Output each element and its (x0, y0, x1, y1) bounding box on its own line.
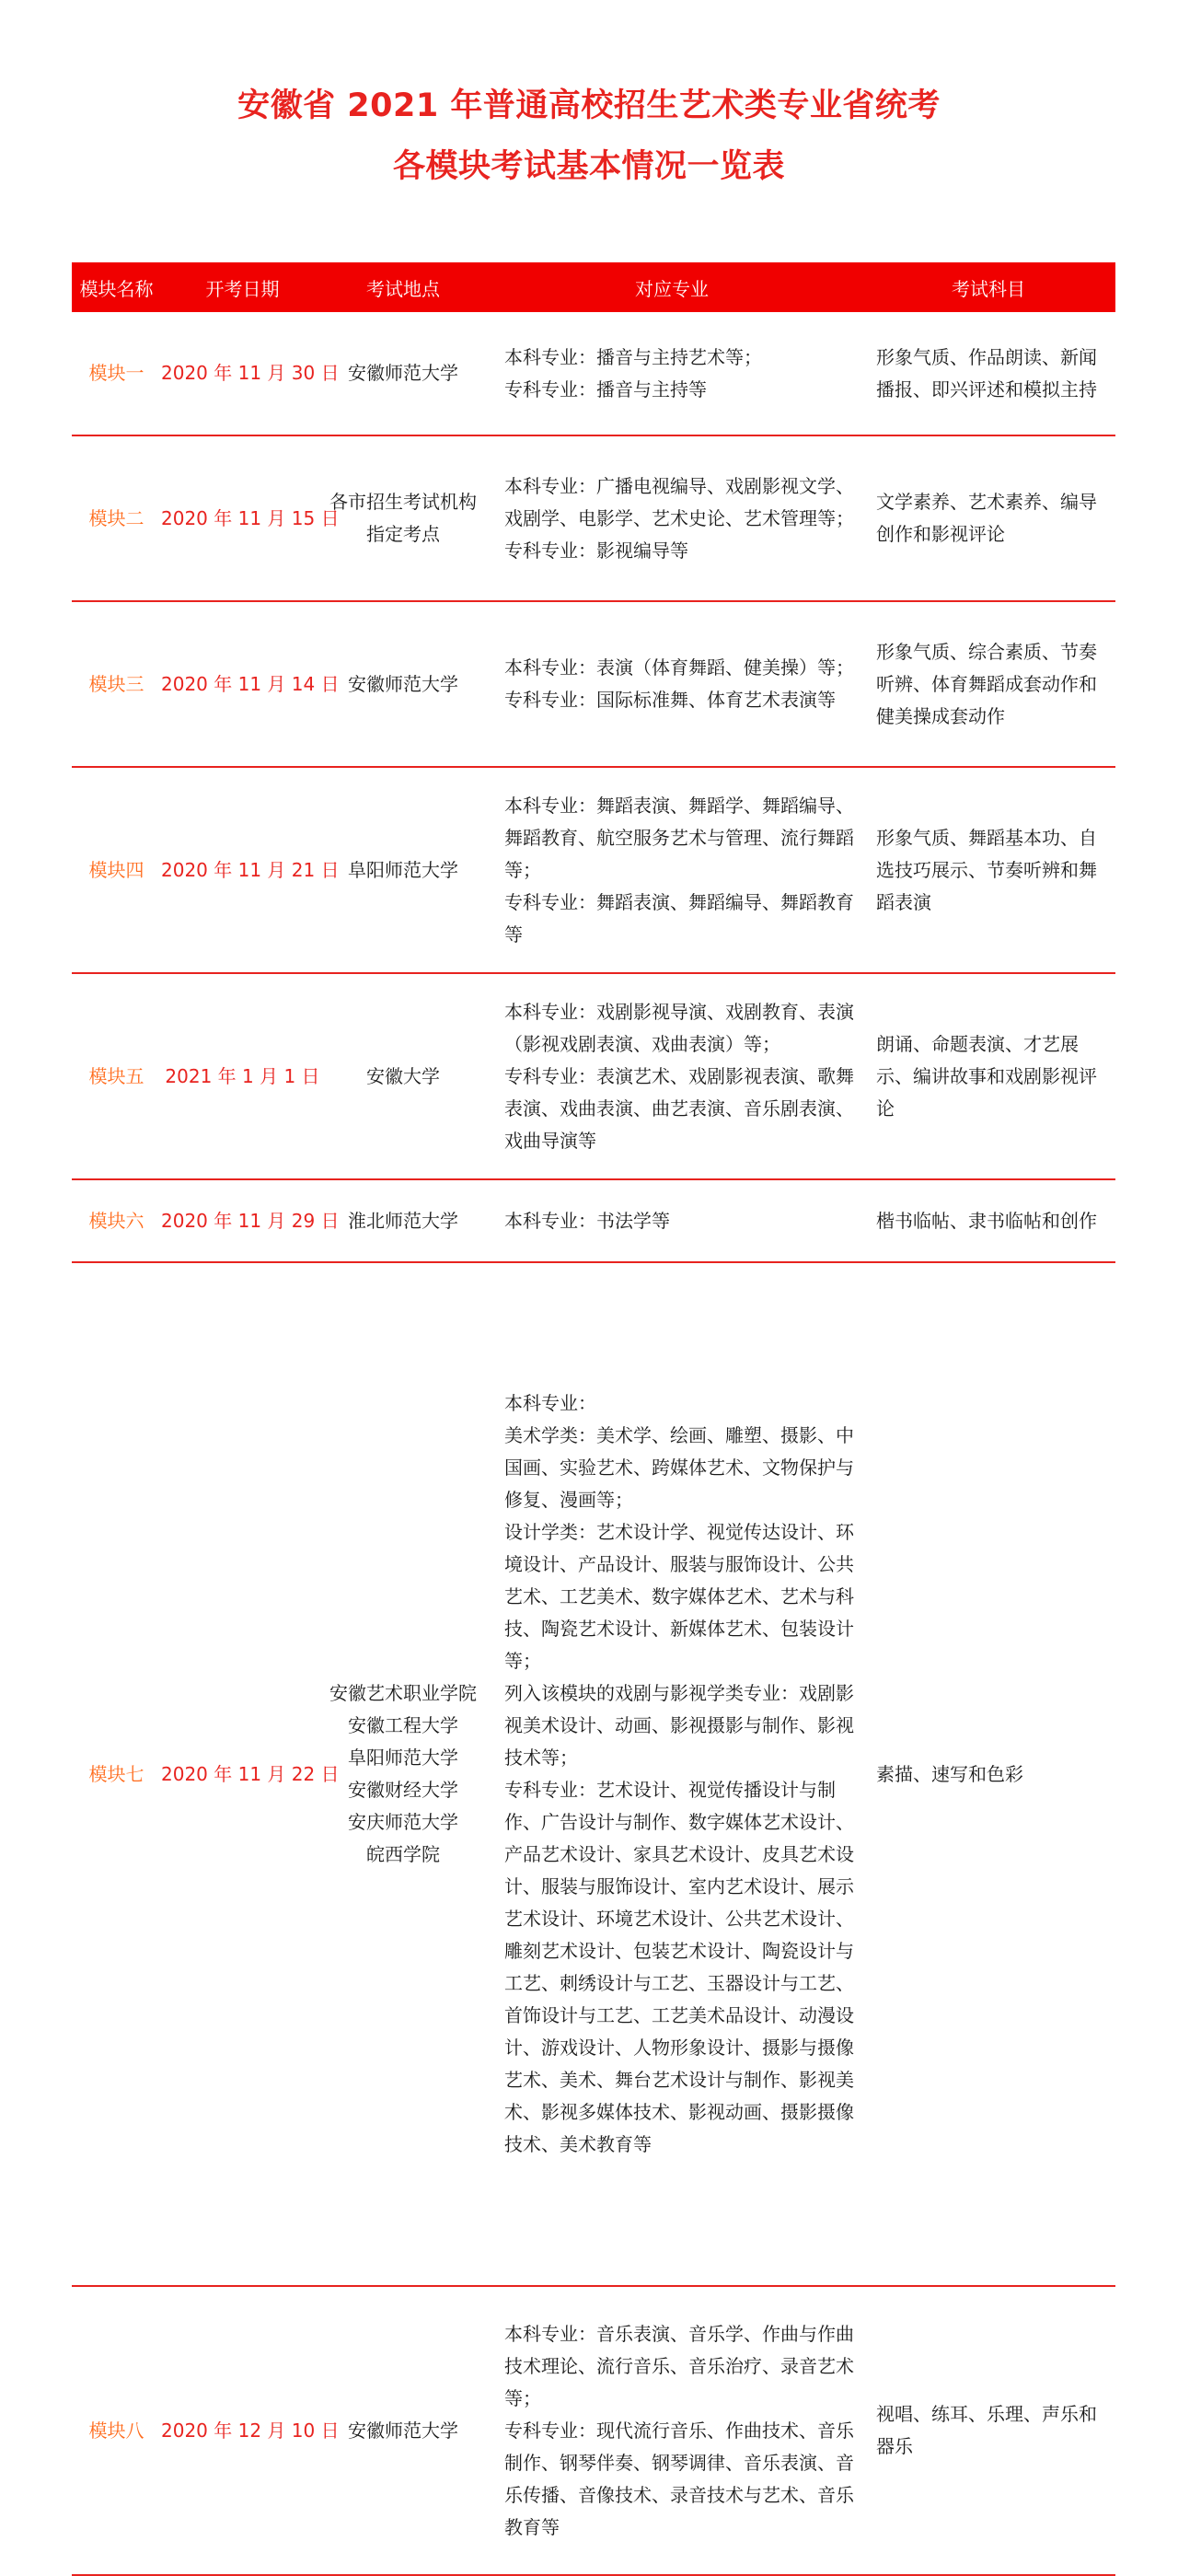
start-date-cell: 2020 年 11 月 15 日 (161, 435, 324, 601)
module-name-cell: 模块二 (72, 435, 161, 601)
table-row (72, 601, 1115, 767)
exam-location-line: 阜阳师范大学 (348, 858, 458, 881)
exam-location-line: 安徽财经大学 (348, 1779, 458, 1801)
exam-location-cell (324, 312, 482, 435)
exam-location-line: 安徽工程大学 (348, 1714, 458, 1736)
majors-cell (482, 973, 861, 1179)
module-name-cell: 模块七 (72, 1262, 161, 2286)
title-line-2: 各模块考试基本情况一览表 (392, 148, 785, 185)
majors-cell (482, 767, 861, 973)
module-name-cell: 模块六 (72, 1179, 161, 1262)
exam-location-cell (324, 2286, 482, 2575)
major-line: 本科专业：表演（体育舞蹈、健美操）等； (504, 656, 854, 679)
major-line: 本科专业：书法学等 (504, 1209, 670, 1232)
exam-location-line: 皖西学院 (366, 1843, 440, 1865)
title-line-1: 安徽省 2021 年普通高校招生艺术类专业省统考 (237, 87, 941, 124)
majors-cell (482, 1179, 861, 1262)
table-row (72, 312, 1115, 435)
exam-location-cell (324, 435, 482, 601)
subjects-cell: 形象气质、综合素质、节奏听辨、体育舞蹈成套动作和健美操成套动作 (861, 601, 1115, 767)
table-body (72, 312, 1115, 2575)
exam-location-line: 淮北师范大学 (348, 1209, 458, 1232)
exam-info-table (72, 262, 1115, 2576)
module-name-cell: 模块三 (72, 601, 161, 767)
major-line: 本科专业：戏剧影视导演、戏剧教育、表演（影视戏剧表演、戏曲表演）等； (504, 1000, 854, 1055)
major-line: 专科专业：播音与主持等 (504, 377, 707, 400)
exam-location-line: 安徽师范大学 (348, 2419, 458, 2442)
major-line: 专科专业：国际标准舞、体育艺术表演等 (504, 689, 836, 711)
subjects-cell: 朗诵、命题表演、才艺展示、编讲故事和戏剧影视评论 (861, 973, 1115, 1179)
exam-location-line: 安徽大学 (366, 1064, 440, 1087)
majors-cell (482, 2286, 861, 2575)
major-line: 设计学类：艺术设计学、视觉传达设计、环境设计、产品设计、服装与服饰设计、公共艺术、工艺美术、数字媒体艺术、艺术与科技、陶瓷艺术设计、新媒体艺术、包装设计等； (504, 1521, 854, 1672)
header-start-date: 开考日期 (161, 262, 324, 312)
start-date-cell: 2020 年 11 月 30 日 (161, 312, 324, 435)
exam-location-cell (324, 1179, 482, 1262)
exam-location-cell (324, 1262, 482, 2286)
start-date-cell: 2020 年 12 月 10 日 (161, 2286, 324, 2575)
start-date-cell: 2020 年 11 月 14 日 (161, 601, 324, 767)
majors-cell (482, 601, 861, 767)
table-row (72, 767, 1115, 973)
majors-cell (482, 435, 861, 601)
major-line: 列入该模块的戏剧与影视学类专业：戏剧影视美术设计、动画、影视摄影与制作、影视技术等； (504, 1682, 854, 1769)
subjects-cell: 形象气质、作品朗读、新闻播报、即兴评述和模拟主持 (861, 312, 1115, 435)
module-name-cell: 模块一 (72, 312, 161, 435)
table-row (72, 1262, 1115, 2286)
start-date-cell: 2020 年 11 月 22 日 (161, 1262, 324, 2286)
majors-cell (482, 1262, 861, 2286)
majors-cell (482, 312, 861, 435)
exam-location-line: 安徽艺术职业学院 (329, 1682, 477, 1704)
major-line: 专科专业：表演艺术、戏剧影视表演、歌舞表演、戏曲表演、曲艺表演、音乐剧表演、戏曲导演等 (504, 1064, 854, 1152)
subjects-cell: 文学素养、艺术素养、编导创作和影视评论 (861, 435, 1115, 601)
module-name-cell: 模块五 (72, 973, 161, 1179)
exam-location-line: 安庆师范大学 (348, 1811, 458, 1833)
module-name-cell: 模块四 (72, 767, 161, 973)
document-title (0, 75, 1178, 197)
subjects-cell: 视唱、练耳、乐理、声乐和器乐 (861, 2286, 1115, 2575)
header-exam-location: 考试地点 (324, 262, 482, 312)
subjects-cell: 素描、速写和色彩 (861, 1262, 1115, 2286)
table-row (72, 1179, 1115, 1262)
module-name-cell: 模块八 (72, 2286, 161, 2575)
exam-location-line: 安徽师范大学 (348, 362, 458, 384)
subjects-cell: 形象气质、舞蹈基本功、自选技巧展示、节奏听辨和舞蹈表演 (861, 767, 1115, 973)
exam-location-cell (324, 767, 482, 973)
exam-location-line: 阜阳师范大学 (348, 1746, 458, 1769)
major-line: 本科专业： (504, 1392, 596, 1414)
major-line: 本科专业：播音与主持艺术等； (504, 345, 762, 368)
header-module-name: 模块名称 (72, 262, 161, 312)
major-line: 专科专业：艺术设计、视觉传播设计与制作、广告设计与制作、数字媒体艺术设计、产品艺术设计、家具艺术设计、皮具艺术设计、服装与服饰设计、室内艺术设计、展示艺术设计、环境艺术设计、公共艺术设计、雕刻艺术设计、包装艺术设计、陶瓷设计与工艺、刺绣设计与工艺、玉器设计与工艺、首饰设计与工艺、工艺美术品设计、动漫设计、游戏设计、人物形象设计、摄影与摄像艺术、美术、舞台艺术设计与制作、影视美术、影视多媒体技术、影视动画、摄影摄像技术、美术教育等 (504, 1779, 854, 2155)
major-line: 美术学类：美术学、绘画、雕塑、摄影、中国画、实验艺术、跨媒体艺术、文物保护与修复、漫画等； (504, 1424, 854, 1511)
header-majors: 对应专业 (482, 262, 861, 312)
major-line: 专科专业：现代流行音乐、作曲技术、音乐制作、钢琴伴奏、钢琴调律、音乐表演、音乐传播、音像技术、录音技术与艺术、音乐教育等 (504, 2419, 854, 2538)
subjects-cell: 楷书临帖、隶书临帖和创作 (861, 1179, 1115, 1262)
start-date-cell: 2020 年 11 月 21 日 (161, 767, 324, 973)
major-line: 本科专业：音乐表演、音乐学、作曲与作曲技术理论、流行音乐、音乐治疗、录音艺术等； (504, 2322, 854, 2409)
start-date-cell: 2021 年 1 月 1 日 (161, 973, 324, 1179)
major-line: 专科专业：舞蹈表演、舞蹈编导、舞蹈教育等 (504, 890, 854, 946)
exam-location-line: 安徽师范大学 (348, 672, 458, 695)
header-subjects: 考试科目 (861, 262, 1115, 312)
exam-location-cell (324, 973, 482, 1179)
start-date-cell: 2020 年 11 月 29 日 (161, 1179, 324, 1262)
table-row (72, 973, 1115, 1179)
table-row (72, 2286, 1115, 2575)
major-line: 专科专业：影视编导等 (504, 539, 688, 562)
exam-location-cell (324, 601, 482, 767)
table-header-row (72, 262, 1115, 312)
table-row (72, 435, 1115, 601)
major-line: 本科专业：广播电视编导、戏剧影视文学、戏剧学、电影学、艺术史论、艺术管理等； (504, 474, 854, 529)
major-line: 本科专业：舞蹈表演、舞蹈学、舞蹈编导、舞蹈教育、航空服务艺术与管理、流行舞蹈等； (504, 794, 854, 881)
exam-location-line: 各市招生考试机构指定考点 (329, 491, 477, 545)
